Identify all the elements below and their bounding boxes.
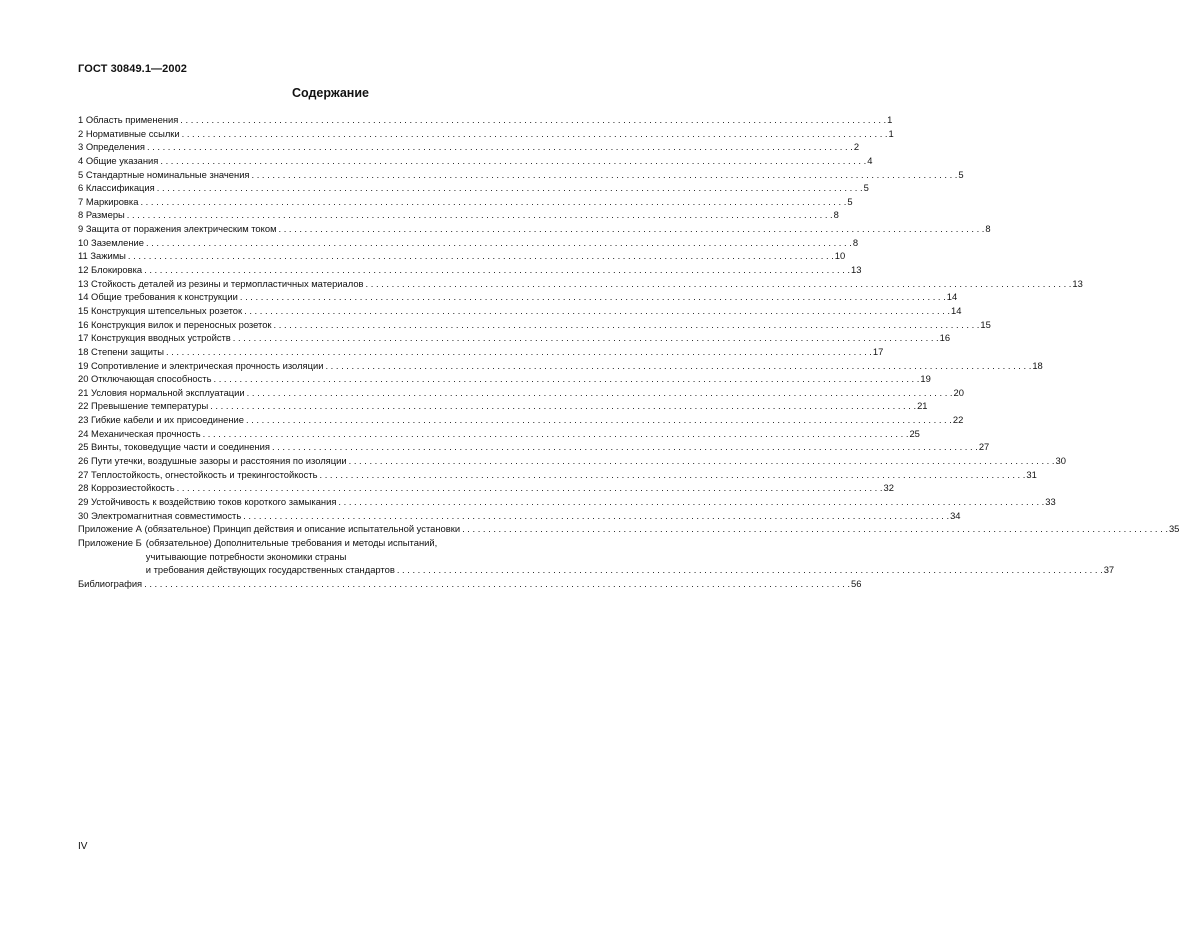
toc-entry-page: 30 [1055,455,1066,467]
toc-entry-text: 4 Общие указания [78,154,159,166]
toc-entry-text: 5 Стандартные номинальные значения [78,168,250,180]
toc-entry-page: 5 [847,195,853,207]
toc-entry-text: 8 Размеры [78,209,125,221]
toc-entry[interactable] [78,399,928,413]
toc-leader-dots [210,399,916,413]
toc-entry[interactable] [78,318,991,332]
toc-entry[interactable] [78,427,920,441]
toc-entry-text: 27 Теплостойкость, огнестойкость и трекингостойкость [78,468,318,480]
toc-entry-text: 9 Защита от поражения электрическим током [78,223,277,235]
toc-entry-page: 1 [887,114,893,125]
toc-entry[interactable] [78,290,958,304]
toc-entry[interactable] [78,154,873,168]
toc-leader-dots [349,454,1055,468]
toc-leader-dots [144,577,850,591]
toc-entry[interactable] [78,345,884,359]
toc-entry-text: 12 Блокировка [78,264,143,276]
toc-leader-dots [203,427,909,441]
toc-entry-last-line [146,563,1114,577]
toc-entry[interactable] [78,181,869,195]
toc-leader-dots [147,140,853,154]
toc-entry-text: 21 Условия нормальной эксплуатации [78,386,245,398]
toc-entry[interactable] [78,208,839,222]
toc-entry-page: 8 [833,209,839,221]
toc-leader-dots [128,249,834,263]
toc-entry-text: 6 Классификация [78,182,155,194]
toc-entry-text: и требования действующих государственных стандартов [145,564,395,576]
toc-leader-dots [157,181,863,195]
toc-entry[interactable] [78,236,859,250]
toc-entry-page: 4 [867,154,873,166]
toc-leader-dots [182,127,888,141]
toc-entry[interactable] [78,440,990,454]
toc-leader-dots [272,440,978,454]
toc-entry[interactable] [78,140,860,154]
toc-entry-page: 2 [853,141,860,153]
toc-entry[interactable] [78,331,951,345]
toc-entry-text: 11 Зажимы [78,250,126,262]
toc-entry-page: 13 [851,264,862,276]
toc-leader-dots [462,522,1168,536]
toc-entry-page: 20 [953,386,964,398]
toc-leader-dots [140,195,846,209]
toc-entry[interactable] [78,127,894,141]
toc-leader-dots [166,345,872,359]
toc-leader-dots [243,509,949,523]
toc-entry[interactable] [78,222,991,236]
toc-entry-text: 7 Маркировка [78,195,139,207]
toc-leader-dots [213,372,919,386]
toc-entry-body [146,536,1114,577]
toc-entry-page: 14 [946,291,958,303]
toc-entry-prefix: Приложение Б [78,536,142,548]
toc-entry[interactable] [78,522,1179,536]
toc-entry-page: 15 [980,318,991,330]
toc-entry[interactable] [78,468,1037,482]
toc-entry-text: 14 Общие требования к конструкции [78,291,238,303]
toc-entry[interactable] [78,195,853,209]
toc-entry-page: 19 [920,373,931,385]
toc-entry-text: 10 Заземление [78,236,144,248]
toc-entry-bibliography[interactable] [78,577,862,591]
toc-entry[interactable] [78,277,1083,291]
toc-entry-text: 29 Устойчивость к воздействию токов короткого замыкания [78,495,337,507]
toc-entry-page: 17 [872,345,884,357]
toc-leader-dots [325,359,1031,373]
toc-leader-dots [127,208,833,222]
toc-entry-page: 18 [1032,359,1043,371]
toc-entry-text: 2 Нормативные ссылки [78,127,180,139]
toc-leader-dots [252,168,958,182]
toc-entry-text: 28 Коррозиестойкость [78,482,175,494]
toc-leader-dots [338,495,1044,509]
toc-entry-page: 35 [1168,523,1179,535]
toc-entry-page: 14 [951,304,962,316]
toc-entry-page: 8 [985,223,991,235]
toc-entry-page: 8 [852,236,859,248]
toc-entry-text: 22 Превышение температуры [78,400,209,412]
toc-entry[interactable] [78,495,1056,509]
toc-entry-text: 23 Гибкие кабели и их присоединение [78,414,244,426]
toc-entry-text: 30 Электромагнитная совместимость [78,509,242,521]
toc-entry[interactable] [78,249,846,263]
toc-entry-page: 31 [1026,468,1037,480]
toc-entry-text: 13 Стойкость деталей из резины и термопластичных материалов [78,277,364,289]
toc-entry-text: 3 Определения [78,141,145,153]
toc-entry-text: 16 Конструкция вилок и переносных розеток [78,318,272,330]
toc-leader-dots [247,386,953,400]
toc-entry-text: 26 Пути утечки, воздушные зазоры и расстояния по изоляции [78,455,347,467]
toc-entry-page: 56 [851,577,862,589]
toc-entry-text: 18 Степени защиты [78,345,165,357]
toc-entry-line: учитывающие потребности экономики страны [145,550,347,562]
toc-entry-appendix-b[interactable] [78,536,1115,577]
toc-entry-page: 32 [883,482,894,494]
toc-entry-text: 25 Винты, токоведущие части и соединения [78,441,270,453]
toc-entry-page: 10 [834,250,846,262]
toc-entry[interactable] [78,509,961,523]
toc-leader-dots [146,236,852,250]
document-header: ГОСТ 30849.1—2002 [78,63,188,75]
toc-leader-dots [279,222,985,236]
toc-entry-page: 16 [939,332,951,344]
toc-entry-page: 21 [917,400,928,412]
toc-leader-dots [177,481,883,495]
toc-entry-text: 1 Область применения [78,114,179,125]
toc-title: Содержание [291,86,369,100]
toc-leader-dots [320,468,1026,482]
toc-entry[interactable] [78,113,893,127]
toc-entry-page: 5 [958,168,964,180]
page-number: IV [78,841,88,852]
table-of-contents [78,113,1179,590]
toc-entry[interactable] [78,386,964,400]
toc-entry[interactable] [78,481,894,495]
toc-entry-text: 20 Отключающая способность [78,373,212,385]
toc-entry-page: 33 [1045,495,1056,507]
toc-entry[interactable] [78,454,1066,468]
toc-leader-dots [144,263,850,277]
toc-entry-page: 27 [978,441,990,453]
toc-entry-text: 24 Механическая прочность [78,427,201,439]
toc-entry-text: Библиография [78,577,143,589]
toc-entry-line: (обязательное) Дополнительные требования и методы испытаний, [145,536,438,548]
toc-entry[interactable] [78,168,964,182]
toc-leader-dots [397,563,1103,577]
toc-leader-dots [246,413,952,427]
toc-entry-page: 5 [863,182,869,194]
toc-entry-text: 15 Конструкция штепсельных розеток [78,304,243,316]
toc-entry-page: 22 [952,414,964,426]
toc-leader-dots [366,277,1072,291]
toc-leader-dots [180,113,886,127]
toc-leader-dots [233,331,939,345]
toc-entry-page: 1 [888,127,894,139]
toc-entry[interactable] [78,359,1043,373]
toc-leader-dots [274,318,980,332]
toc-entry[interactable] [78,372,931,386]
toc-leader-dots [160,154,866,168]
toc-entry-text: 19 Сопротивление и электрическая прочность изоляции [78,359,324,371]
toc-entry-page: 13 [1072,277,1083,289]
toc-rows [78,113,1179,536]
toc-entry[interactable] [78,304,962,318]
toc-leader-dots [244,304,950,318]
toc-entry-page: 34 [950,509,961,521]
toc-entry[interactable] [78,263,862,277]
toc-leader-dots [240,290,946,304]
toc-entry-text: 17 Конструкция вводных устройств [78,332,231,344]
toc-entry-page: 25 [909,427,920,439]
toc-entry[interactable] [78,413,964,427]
toc-entry-page: 37 [1103,564,1115,576]
toc-entry-text: Приложение А (обязательное) Принцип действия и описание испытательной установки [78,523,461,535]
